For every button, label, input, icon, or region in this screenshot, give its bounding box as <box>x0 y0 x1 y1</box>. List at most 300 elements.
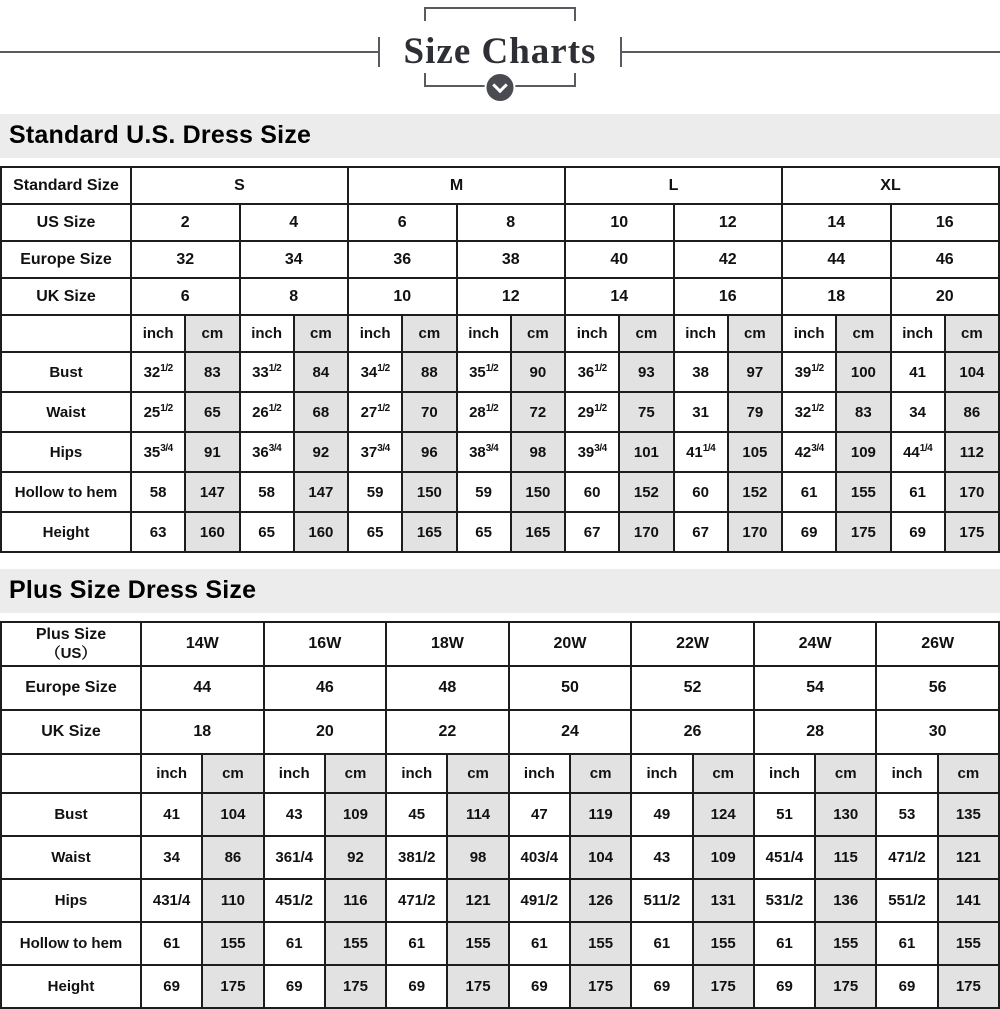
measurement-cell: $35^{1/2}$ <box>457 352 511 392</box>
measurement-cell: $34^{1/2}$ <box>348 352 402 392</box>
table-row <box>1 754 999 793</box>
unit-header-cell: inch <box>891 315 945 352</box>
size-group-cell: 2 <box>131 204 240 241</box>
measurement-cell: 45 <box>386 793 447 836</box>
measurement-cell: 61 <box>141 922 202 965</box>
measurement-cell: 65 <box>240 512 294 552</box>
measurement-cell: $41^{1/4}$ <box>674 432 728 472</box>
measurement-cell: 96 <box>402 432 456 472</box>
measurement-cell: 69 <box>782 512 836 552</box>
measurement-cell: 381/2 <box>386 836 447 879</box>
size-group-cell: 18W <box>386 622 509 666</box>
measurement-cell: 100 <box>836 352 890 392</box>
size-group-cell: 46 <box>264 666 387 710</box>
size-group-cell: 18 <box>782 278 891 315</box>
measurement-cell: 97 <box>728 352 782 392</box>
measurement-cell: 175 <box>836 512 890 552</box>
measurement-cell: 79 <box>728 392 782 432</box>
row-label: Bust <box>1 793 141 836</box>
measurement-cell: 68 <box>294 392 348 432</box>
row-label: Standard Size <box>1 167 131 204</box>
size-group-cell: 22 <box>386 710 509 754</box>
header-rule <box>0 30 1000 74</box>
fraction-superscript: 3/4 <box>485 442 499 454</box>
fraction-superscript: 1/2 <box>811 362 824 374</box>
measurement-cell: 130 <box>815 793 876 836</box>
measurement-cell: 59 <box>348 472 402 512</box>
empty-corner-cell <box>1 754 141 793</box>
measurement-cell: 61 <box>631 922 692 965</box>
measurement-cell: 67 <box>674 512 728 552</box>
measurement-cell: 150 <box>402 472 456 512</box>
fraction-superscript: 1/4 <box>702 442 716 454</box>
measurement-cell: 41 <box>891 352 945 392</box>
measurement-cell: 152 <box>728 472 782 512</box>
size-group-cell: 4 <box>240 204 349 241</box>
rule-right <box>622 51 1000 53</box>
size-group-cell: 14W <box>141 622 264 666</box>
size-group-cell: 12 <box>674 204 783 241</box>
size-group-cell: 26W <box>876 622 999 666</box>
measurement-cell: 41 <box>141 793 202 836</box>
measurement-cell: 88 <box>402 352 456 392</box>
measurement-cell: 147 <box>294 472 348 512</box>
size-group-cell: 10 <box>348 278 457 315</box>
measurement-cell: 70 <box>402 392 456 432</box>
size-group-cell: 44 <box>141 666 264 710</box>
fraction-superscript: 3/4 <box>811 442 824 454</box>
size-group-cell: 8 <box>457 204 566 241</box>
row-label: Hips <box>1 879 141 922</box>
measurement-cell: $27^{1/2}$ <box>348 392 402 432</box>
table-row <box>1 666 999 710</box>
measurement-cell: 361/4 <box>264 836 325 879</box>
table-row <box>1 710 999 754</box>
unit-header-cell: cm <box>202 754 263 793</box>
unit-header-cell: inch <box>782 315 836 352</box>
unit-header-cell: cm <box>570 754 631 793</box>
size-group-cell: 14 <box>782 204 891 241</box>
measurement-cell: $28^{1/2}$ <box>457 392 511 432</box>
size-group-cell: 6 <box>348 204 457 241</box>
measurement-cell: $32^{1/2}$ <box>782 392 836 432</box>
measurement-cell: $42^{3/4}$ <box>782 432 836 472</box>
measurement-cell: 69 <box>141 965 202 1008</box>
measurement-cell: 155 <box>447 922 508 965</box>
size-group-cell: 20 <box>264 710 387 754</box>
size-group-cell: 22W <box>631 622 754 666</box>
size-group-cell: 20 <box>891 278 1000 315</box>
measurement-cell: 491/2 <box>509 879 570 922</box>
measurement-cell: 69 <box>264 965 325 1008</box>
fraction-superscript: 1/2 <box>268 362 282 374</box>
measurement-cell: 69 <box>386 965 447 1008</box>
table-row <box>1 965 999 1008</box>
size-group-cell: 48 <box>386 666 509 710</box>
measurement-cell: 471/2 <box>386 879 447 922</box>
measurement-cell: 121 <box>938 836 999 879</box>
size-group-cell: 16W <box>264 622 387 666</box>
row-label: Plus Size （US） <box>1 622 141 666</box>
table-row <box>1 432 999 472</box>
size-group-cell: M <box>348 167 565 204</box>
measurement-cell: 451/2 <box>264 879 325 922</box>
measurement-cell: 175 <box>945 512 999 552</box>
measurement-cell: 105 <box>728 432 782 472</box>
unit-header-cell: cm <box>693 754 754 793</box>
size-group-cell: 34 <box>240 241 349 278</box>
fraction-superscript: 1/2 <box>811 402 824 414</box>
measurement-cell: 69 <box>631 965 692 1008</box>
size-group-cell: 10 <box>565 204 674 241</box>
measurement-cell: 119 <box>570 793 631 836</box>
row-label: Europe Size <box>1 241 131 278</box>
measurement-cell: 431/4 <box>141 879 202 922</box>
row-label: Waist <box>1 392 131 432</box>
measurement-cell: $39^{3/4}$ <box>565 432 619 472</box>
size-group-cell: 56 <box>876 666 999 710</box>
measurement-cell: 43 <box>264 793 325 836</box>
section-standard-us-dress-size <box>0 114 1000 553</box>
measurement-cell: 93 <box>619 352 673 392</box>
unit-header-cell: cm <box>815 754 876 793</box>
measurement-cell: $37^{3/4}$ <box>348 432 402 472</box>
measurement-cell: 150 <box>511 472 565 512</box>
size-group-cell: 50 <box>509 666 632 710</box>
unit-header-cell: inch <box>876 754 937 793</box>
unit-header-cell: inch <box>509 754 570 793</box>
size-group-cell: 20W <box>509 622 632 666</box>
unit-header-cell: cm <box>619 315 673 352</box>
measurement-cell: 69 <box>754 965 815 1008</box>
measurement-cell: 403/4 <box>509 836 570 879</box>
measurement-cell: 65 <box>457 512 511 552</box>
size-group-cell: XL <box>782 167 999 204</box>
measurement-cell: $38^{3/4}$ <box>457 432 511 472</box>
measurement-cell: 72 <box>511 392 565 432</box>
measurement-cell: 90 <box>511 352 565 392</box>
row-label: UK Size <box>1 278 131 315</box>
size-group-cell: 30 <box>876 710 999 754</box>
measurement-cell: 38 <box>674 352 728 392</box>
measurement-cell: 126 <box>570 879 631 922</box>
measurement-cell: 58 <box>131 472 185 512</box>
fraction-superscript: 1/2 <box>377 362 390 374</box>
measurement-cell: 109 <box>325 793 386 836</box>
measurement-cell: 170 <box>728 512 782 552</box>
table-row <box>1 793 999 836</box>
bracket-top-decoration <box>424 7 576 21</box>
measurement-cell: 104 <box>570 836 631 879</box>
measurement-cell: 98 <box>447 836 508 879</box>
measurement-cell: 61 <box>754 922 815 965</box>
unit-header-cell: cm <box>402 315 456 352</box>
measurement-cell: $36^{1/2}$ <box>565 352 619 392</box>
measurement-cell: 471/2 <box>876 836 937 879</box>
table-row <box>1 241 999 278</box>
measurement-cell: 155 <box>325 922 386 965</box>
table-row <box>1 392 999 432</box>
measurement-cell: 160 <box>294 512 348 552</box>
measurement-cell: 47 <box>509 793 570 836</box>
size-group-cell: 14 <box>565 278 674 315</box>
measurement-cell: 34 <box>891 392 945 432</box>
unit-header-cell: inch <box>631 754 692 793</box>
size-group-cell: 12 <box>457 278 566 315</box>
measurement-cell: 69 <box>876 965 937 1008</box>
measurement-cell: 49 <box>631 793 692 836</box>
measurement-cell: 65 <box>185 392 239 432</box>
measurement-cell: 175 <box>447 965 508 1008</box>
measurement-cell: $35^{3/4}$ <box>131 432 185 472</box>
unit-header-cell: cm <box>185 315 239 352</box>
size-group-cell: 8 <box>240 278 349 315</box>
measurement-cell: 155 <box>570 922 631 965</box>
measurement-cell: 451/4 <box>754 836 815 879</box>
unit-header-cell: cm <box>728 315 782 352</box>
unit-header-cell: cm <box>447 754 508 793</box>
row-label: Hollow to hem <box>1 472 131 512</box>
size-group-cell: 46 <box>891 241 1000 278</box>
measurement-cell: $32^{1/2}$ <box>131 352 185 392</box>
measurement-cell: 147 <box>185 472 239 512</box>
chevron-down-icon <box>485 72 516 103</box>
measurement-cell: 152 <box>619 472 673 512</box>
table-row <box>1 352 999 392</box>
measurement-cell: 92 <box>294 432 348 472</box>
unit-header-cell: inch <box>565 315 619 352</box>
unit-header-cell: cm <box>836 315 890 352</box>
fraction-superscript: 1/2 <box>594 362 607 374</box>
unit-header-cell: inch <box>457 315 511 352</box>
size-charts-header <box>0 0 1000 114</box>
measurement-cell: 155 <box>938 922 999 965</box>
measurement-cell: 135 <box>938 793 999 836</box>
measurement-cell: 61 <box>782 472 836 512</box>
measurement-cell: 175 <box>815 965 876 1008</box>
unit-header-cell: inch <box>240 315 294 352</box>
size-group-cell: 24 <box>509 710 632 754</box>
measurement-cell: 175 <box>570 965 631 1008</box>
fraction-superscript: 3/4 <box>594 442 607 454</box>
measurement-cell: $26^{1/2}$ <box>240 392 294 432</box>
unit-header-cell: inch <box>264 754 325 793</box>
fraction-superscript: 1/2 <box>485 362 499 374</box>
measurement-cell: 51 <box>754 793 815 836</box>
unit-header-cell: cm <box>325 754 386 793</box>
measurement-cell: 101 <box>619 432 673 472</box>
fraction-superscript: 1/2 <box>160 362 173 374</box>
size-group-cell: 28 <box>754 710 877 754</box>
measurement-cell: 109 <box>693 836 754 879</box>
measurement-cell: 58 <box>240 472 294 512</box>
measurement-cell: 65 <box>348 512 402 552</box>
fraction-superscript: 1/4 <box>919 442 933 454</box>
measurement-cell: 155 <box>693 922 754 965</box>
measurement-cell: 160 <box>185 512 239 552</box>
measurement-cell: 165 <box>402 512 456 552</box>
unit-header-cell: inch <box>386 754 447 793</box>
empty-corner-cell <box>1 315 131 352</box>
measurement-cell: 531/2 <box>754 879 815 922</box>
measurement-cell: 61 <box>386 922 447 965</box>
rule-left-tick <box>378 37 380 67</box>
unit-header-cell: cm <box>945 315 999 352</box>
table-row <box>1 512 999 552</box>
measurement-cell: 104 <box>945 352 999 392</box>
unit-header-cell: cm <box>294 315 348 352</box>
measurement-cell: $33^{1/2}$ <box>240 352 294 392</box>
measurement-cell: 86 <box>945 392 999 432</box>
size-group-cell: 32 <box>131 241 240 278</box>
table-row <box>1 278 999 315</box>
fraction-superscript: 3/4 <box>268 442 282 454</box>
unit-header-cell: inch <box>141 754 202 793</box>
measurement-cell: 61 <box>891 472 945 512</box>
measurement-cell: 83 <box>836 392 890 432</box>
unit-header-cell: inch <box>131 315 185 352</box>
measurement-cell: 60 <box>674 472 728 512</box>
section-title-plus: Plus Size Dress Size <box>0 569 1000 613</box>
size-group-cell: 44 <box>782 241 891 278</box>
size-group-cell: 6 <box>131 278 240 315</box>
measurement-cell: 69 <box>509 965 570 1008</box>
section-title-standard: Standard U.S. Dress Size <box>0 114 1000 158</box>
measurement-cell: 69 <box>891 512 945 552</box>
size-group-cell: 42 <box>674 241 783 278</box>
size-group-cell: 52 <box>631 666 754 710</box>
fraction-superscript: 1/2 <box>268 402 282 414</box>
unit-header-cell: inch <box>348 315 402 352</box>
measurement-cell: 98 <box>511 432 565 472</box>
size-group-cell: L <box>565 167 782 204</box>
measurement-cell: 165 <box>511 512 565 552</box>
size-group-cell: 38 <box>457 241 566 278</box>
measurement-cell: 551/2 <box>876 879 937 922</box>
measurement-cell: 61 <box>264 922 325 965</box>
standard-size-table <box>0 166 1000 553</box>
rule-left <box>0 51 378 53</box>
size-group-cell: 24W <box>754 622 877 666</box>
measurement-cell: $25^{1/2}$ <box>131 392 185 432</box>
measurement-cell: 75 <box>619 392 673 432</box>
plus-size-table <box>0 621 1000 1009</box>
row-label: UK Size <box>1 710 141 754</box>
measurement-cell: 155 <box>836 472 890 512</box>
measurement-cell: 116 <box>325 879 386 922</box>
measurement-cell: 175 <box>693 965 754 1008</box>
measurement-cell: 175 <box>325 965 386 1008</box>
measurement-cell: 124 <box>693 793 754 836</box>
measurement-cell: 63 <box>131 512 185 552</box>
measurement-cell: 86 <box>202 836 263 879</box>
size-group-cell: 18 <box>141 710 264 754</box>
measurement-cell: 170 <box>945 472 999 512</box>
measurement-cell: 155 <box>202 922 263 965</box>
measurement-cell: 60 <box>565 472 619 512</box>
measurement-cell: 511/2 <box>631 879 692 922</box>
measurement-cell: 141 <box>938 879 999 922</box>
table-row <box>1 472 999 512</box>
measurement-cell: 53 <box>876 793 937 836</box>
unit-header-cell: inch <box>674 315 728 352</box>
measurement-cell: 136 <box>815 879 876 922</box>
measurement-cell: 61 <box>509 922 570 965</box>
measurement-cell: 31 <box>674 392 728 432</box>
fraction-superscript: 3/4 <box>160 442 173 454</box>
table-row <box>1 204 999 241</box>
row-label: Europe Size <box>1 666 141 710</box>
measurement-cell: 115 <box>815 836 876 879</box>
size-group-cell: 40 <box>565 241 674 278</box>
unit-header-cell: cm <box>938 754 999 793</box>
table-row <box>1 836 999 879</box>
measurement-cell: 155 <box>815 922 876 965</box>
page-title: Size Charts <box>403 31 597 72</box>
measurement-cell: 91 <box>185 432 239 472</box>
table-row <box>1 315 999 352</box>
row-label: Hollow to hem <box>1 922 141 965</box>
section-plus-size-dress-size <box>0 569 1000 1009</box>
row-label: Height <box>1 965 141 1008</box>
measurement-cell: 43 <box>631 836 692 879</box>
size-group-cell: 54 <box>754 666 877 710</box>
table-row <box>1 879 999 922</box>
measurement-cell: 104 <box>202 793 263 836</box>
size-group-cell: 26 <box>631 710 754 754</box>
measurement-cell: 175 <box>938 965 999 1008</box>
fraction-superscript: 1/2 <box>160 402 173 414</box>
measurement-cell: 110 <box>202 879 263 922</box>
row-sublabel: （US） <box>45 644 97 662</box>
measurement-cell: $44^{1/4}$ <box>891 432 945 472</box>
row-label: US Size <box>1 204 131 241</box>
measurement-cell: 83 <box>185 352 239 392</box>
size-group-cell: S <box>131 167 348 204</box>
row-label: Bust <box>1 352 131 392</box>
fraction-superscript: 1/2 <box>594 402 607 414</box>
measurement-cell: 84 <box>294 352 348 392</box>
measurement-cell: $29^{1/2}$ <box>565 392 619 432</box>
measurement-cell: $39^{1/2}$ <box>782 352 836 392</box>
measurement-cell: 109 <box>836 432 890 472</box>
measurement-cell: 121 <box>447 879 508 922</box>
measurement-cell: 112 <box>945 432 999 472</box>
measurement-cell: 114 <box>447 793 508 836</box>
table-row <box>1 167 999 204</box>
measurement-cell: 67 <box>565 512 619 552</box>
unit-header-cell: cm <box>511 315 565 352</box>
row-label: Hips <box>1 432 131 472</box>
table-row <box>1 622 999 666</box>
measurement-cell: 59 <box>457 472 511 512</box>
measurement-cell: 92 <box>325 836 386 879</box>
measurement-cell: $36^{3/4}$ <box>240 432 294 472</box>
fraction-superscript: 3/4 <box>377 442 390 454</box>
row-label: Waist <box>1 836 141 879</box>
table-row <box>1 922 999 965</box>
measurement-cell: 131 <box>693 879 754 922</box>
measurement-cell: 34 <box>141 836 202 879</box>
unit-header-cell: inch <box>754 754 815 793</box>
measurement-cell: 170 <box>619 512 673 552</box>
row-label: Height <box>1 512 131 552</box>
measurement-cell: 175 <box>202 965 263 1008</box>
size-group-cell: 16 <box>674 278 783 315</box>
measurement-cell: 61 <box>876 922 937 965</box>
size-group-cell: 36 <box>348 241 457 278</box>
size-group-cell: 16 <box>891 204 1000 241</box>
